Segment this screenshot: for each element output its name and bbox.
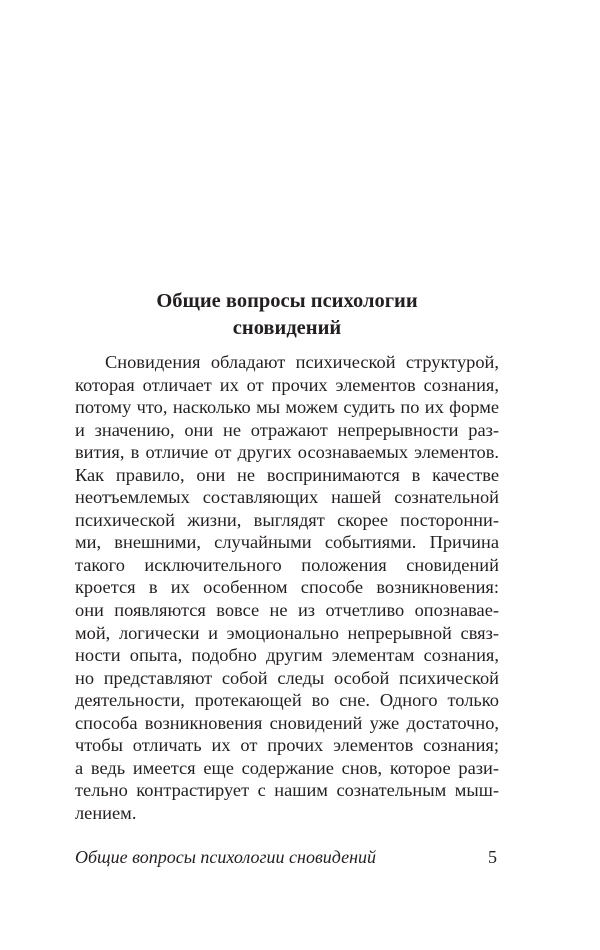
running-title: Общие вопросы психологии сновидений xyxy=(75,847,377,867)
chapter-title-line: Общие вопросы психологии xyxy=(156,290,418,312)
text-line: ности опыта, подобно другим элементам сознания, xyxy=(75,645,499,666)
chapter-title-line: сновидений xyxy=(232,317,342,339)
text-line: но представляют собой следы особой психической xyxy=(75,667,499,688)
text-line: а ведь имеется еще содержание снов, которое рази- xyxy=(75,757,499,778)
text-line: такого исключительного положения сновидений xyxy=(75,554,499,575)
text-line: потому что, насколько мы можем судить по их форме xyxy=(75,397,499,418)
page-number: 5 xyxy=(488,847,497,867)
text-line: неотъемлемых составляющих нашей сознательной xyxy=(75,487,499,508)
text-line: чтобы отличать их от прочих элементов сознания; xyxy=(75,735,499,756)
body-paragraph xyxy=(75,351,499,824)
text-line: тельно контрастирует с нашим сознательным мыш- xyxy=(75,780,499,801)
chapter-title xyxy=(75,288,499,342)
text-line: Сновидения обладают психической структурой, xyxy=(105,352,499,372)
text-line: психической жизни, выглядят скорее посторонни- xyxy=(75,509,499,530)
text-line: Как правило, они не воспринимаются в качестве xyxy=(75,464,499,485)
running-footer xyxy=(75,845,499,869)
text-line: лением. xyxy=(75,802,137,823)
text-line: они появляются вовсе не из отчетливо опознавае- xyxy=(75,600,499,621)
text-line: вития, в отличие от других осознаваемых элементов. xyxy=(75,442,499,463)
text-line: которая отличает их от прочих элементов сознания, xyxy=(75,374,499,395)
text-line: деятельности, протекающей во сне. Одного только xyxy=(75,690,499,711)
text-line: ми, внешними, случайными событиями. Причина xyxy=(75,532,499,553)
text-line: мой, логически и эмоционально непрерывной связ- xyxy=(75,622,499,643)
text-line: и значению, они не отражают непрерывности раз- xyxy=(75,419,499,440)
text-line: кроется в их особенном способе возникновения: xyxy=(75,577,499,598)
text-line: способа возникновения сновидений уже достаточно, xyxy=(75,712,499,733)
